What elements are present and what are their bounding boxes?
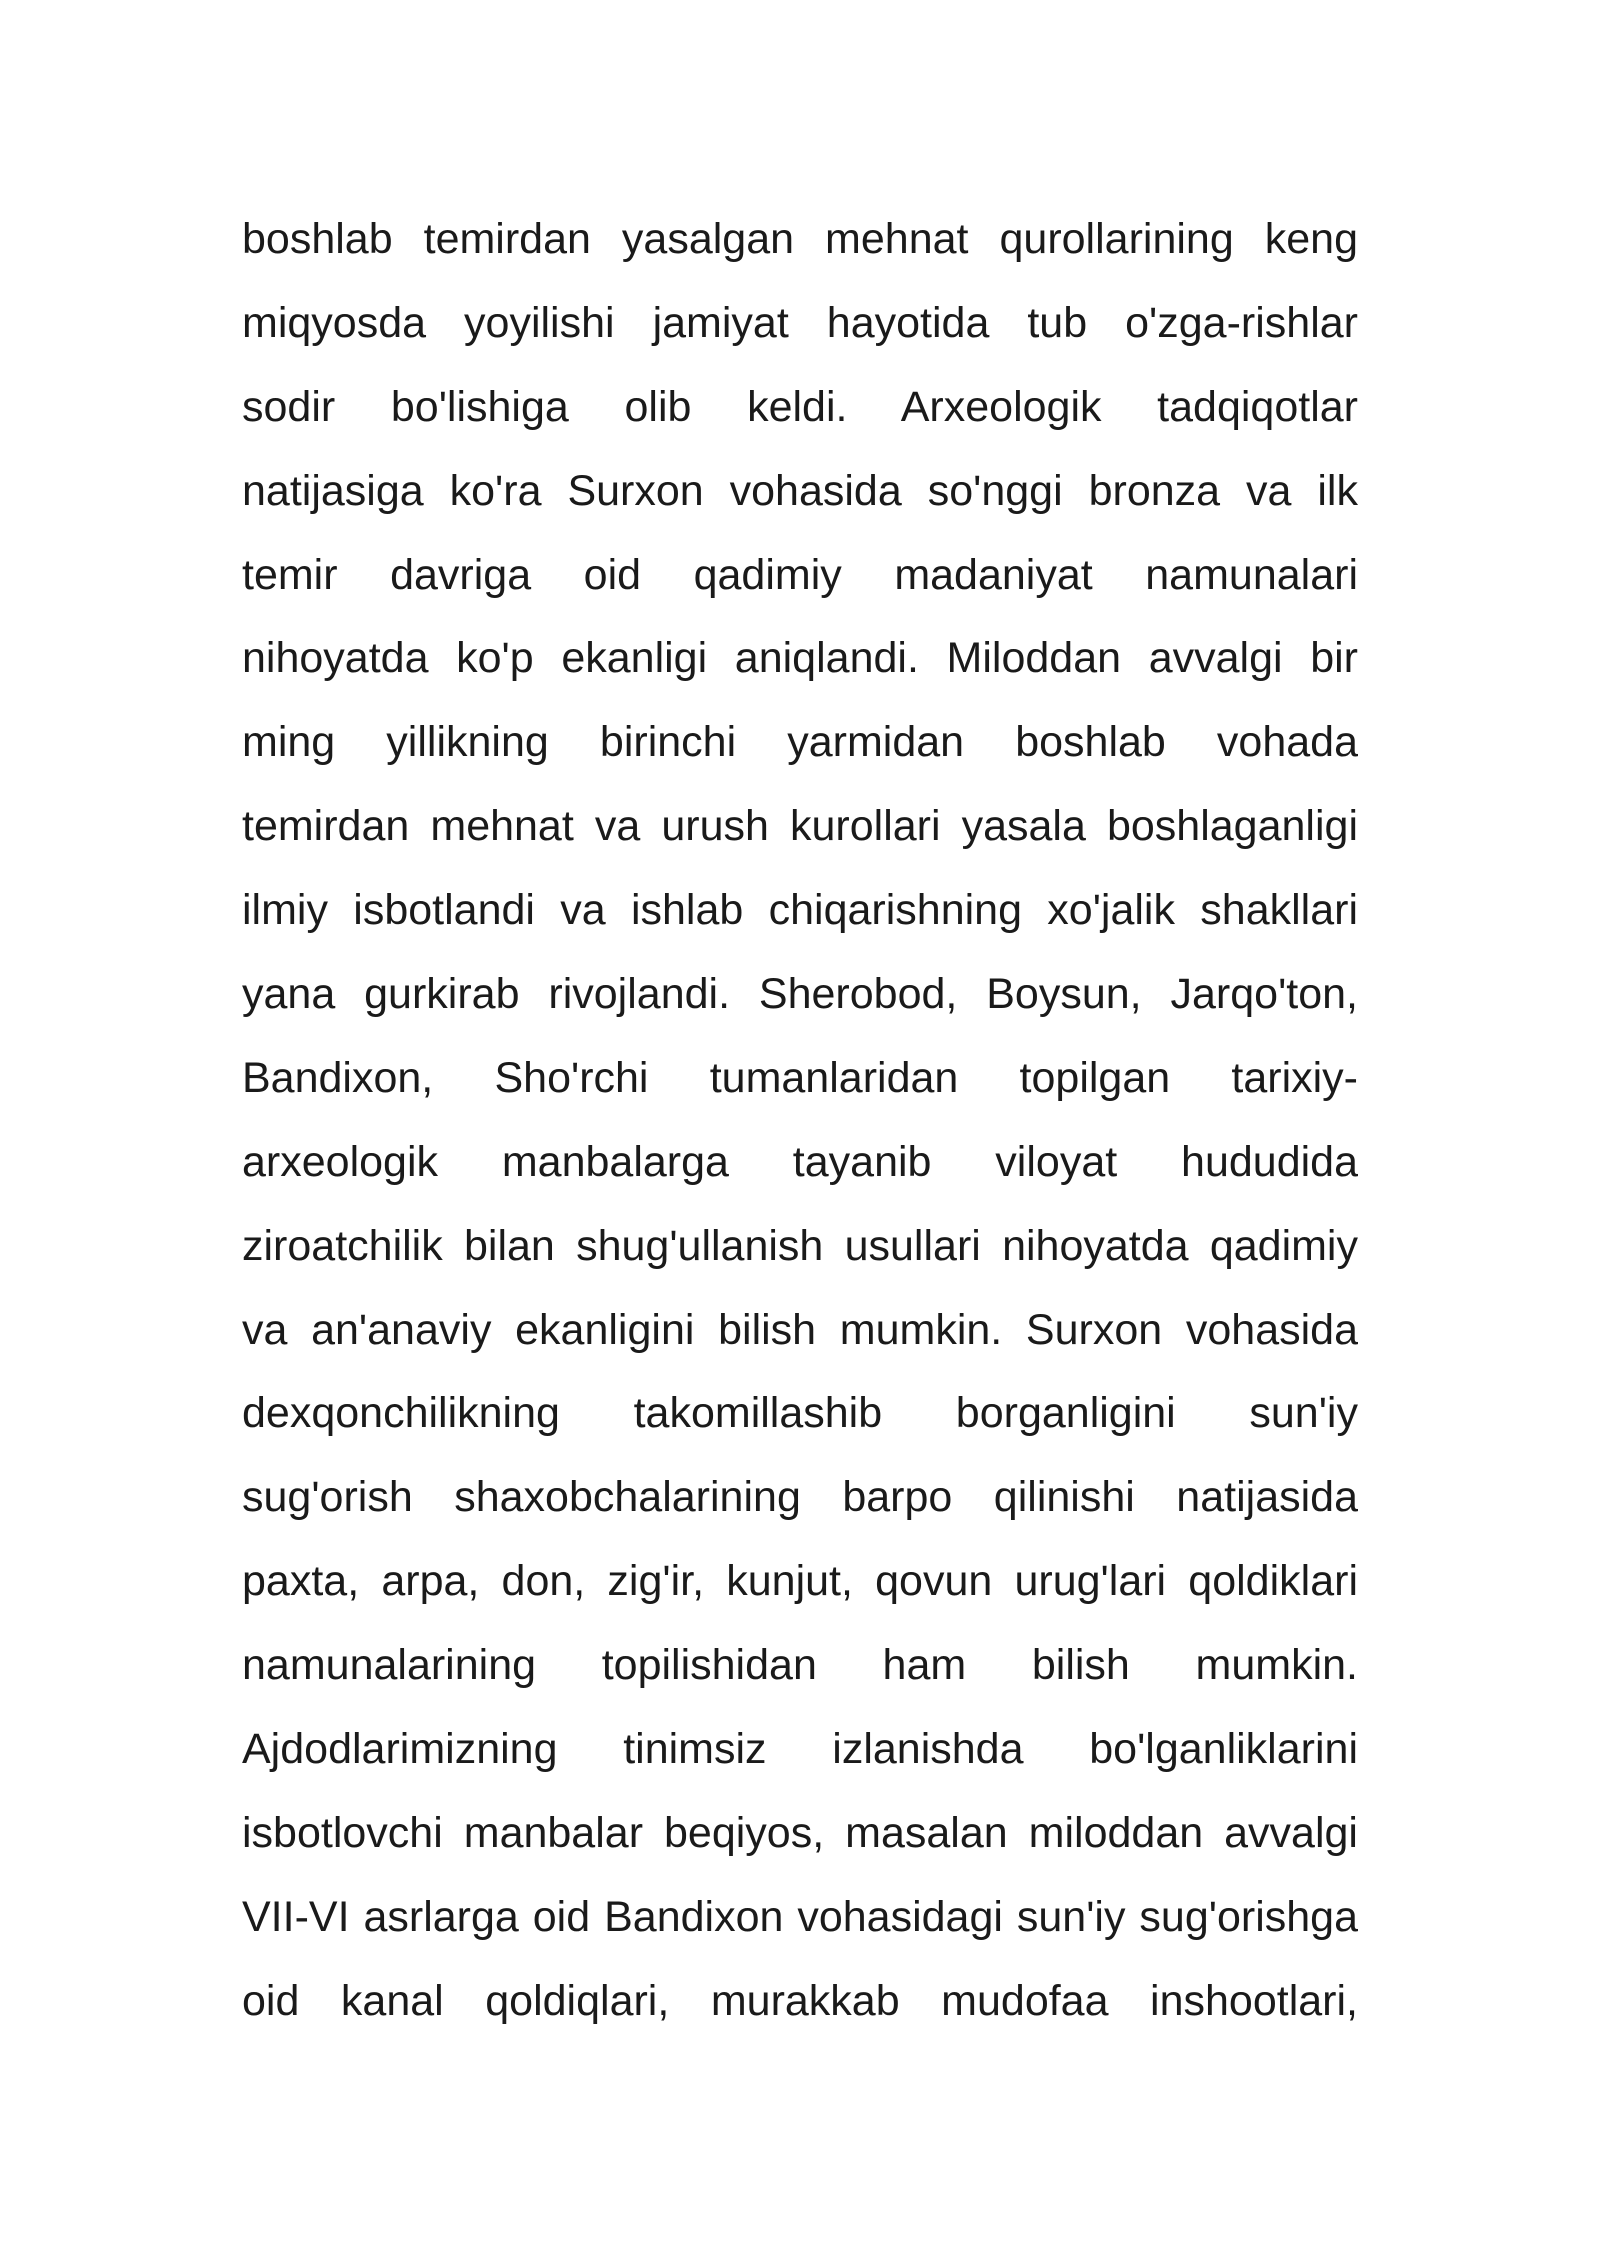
text-line: paxta, arpa, don, zig'ir, kunjut, qovun urug'lari qoldiklari — [242, 1557, 1358, 1606]
text-line: VII-VI asrlarga oid Bandixon vohasidagi sun'iy sug'orishga — [242, 1892, 1358, 1941]
text-line: dexqonchilikning takomillashib borganligini sun'iy — [242, 1389, 1358, 1438]
text-line: miqyosda yoyilishi jamiyat hayotida tub o'zga-rishlar — [242, 298, 1358, 347]
text-line: ilmiy isbotlandi va ishlab chiqarishning xo'jalik shakllari — [242, 886, 1358, 935]
text-line: namunalarining topilishidan ham bilish mumkin. — [242, 1641, 1358, 1690]
text-line: natijasiga ko'ra Surxon vohasida so'nggi bronza va ilk — [242, 466, 1358, 515]
text-line: oid kanal qoldiqlari, murakkab mudofaa inshootlari, — [242, 1976, 1358, 2025]
text-line: Bandixon, Sho'rchi tumanlaridan topilgan tarixiy- — [242, 1053, 1358, 1102]
text-line: Ajdodlarimizning tinimsiz izlanishda bo'lganliklarini — [242, 1725, 1358, 1774]
text-line: boshlab temirdan yasalgan mehnat qurollarining keng — [242, 215, 1358, 263]
text-line: yana gurkirab rivojlandi. Sherobod, Boysun, Jarqo'ton, — [242, 970, 1358, 1019]
text-line: nihoyatda ko'p ekanligi aniqlandi. Miloddan avvalgi bir — [242, 634, 1358, 683]
text-line: ming yillikning birinchi yarmidan boshlab vohada — [242, 718, 1358, 767]
text-line: ziroatchilik bilan shug'ullanish usullari nihoyatda qadimiy — [242, 1221, 1358, 1270]
text-line: sug'orish shaxobchalarining barpo qilinishi natijasida — [242, 1473, 1358, 1522]
text-line: va an'anaviy ekanligini bilish mumkin. Surxon vohasida — [242, 1305, 1358, 1354]
text-line: temirdan mehnat va urush kurollari yasala boshlaganligi — [242, 802, 1358, 851]
body-text — [242, 198, 1358, 2044]
text-line: temir davriga oid qadimiy madaniyat namunalari — [242, 550, 1358, 599]
text-line: sodir bo'lishiga olib keldi. Arxeologik tadqiqotlar — [242, 382, 1358, 431]
text-line: isbotlovchi manbalar beqiyos, masalan miloddan avvalgi — [242, 1808, 1358, 1857]
text-line: arxeologik manbalarga tayanib viloyat hududida — [242, 1137, 1358, 1186]
